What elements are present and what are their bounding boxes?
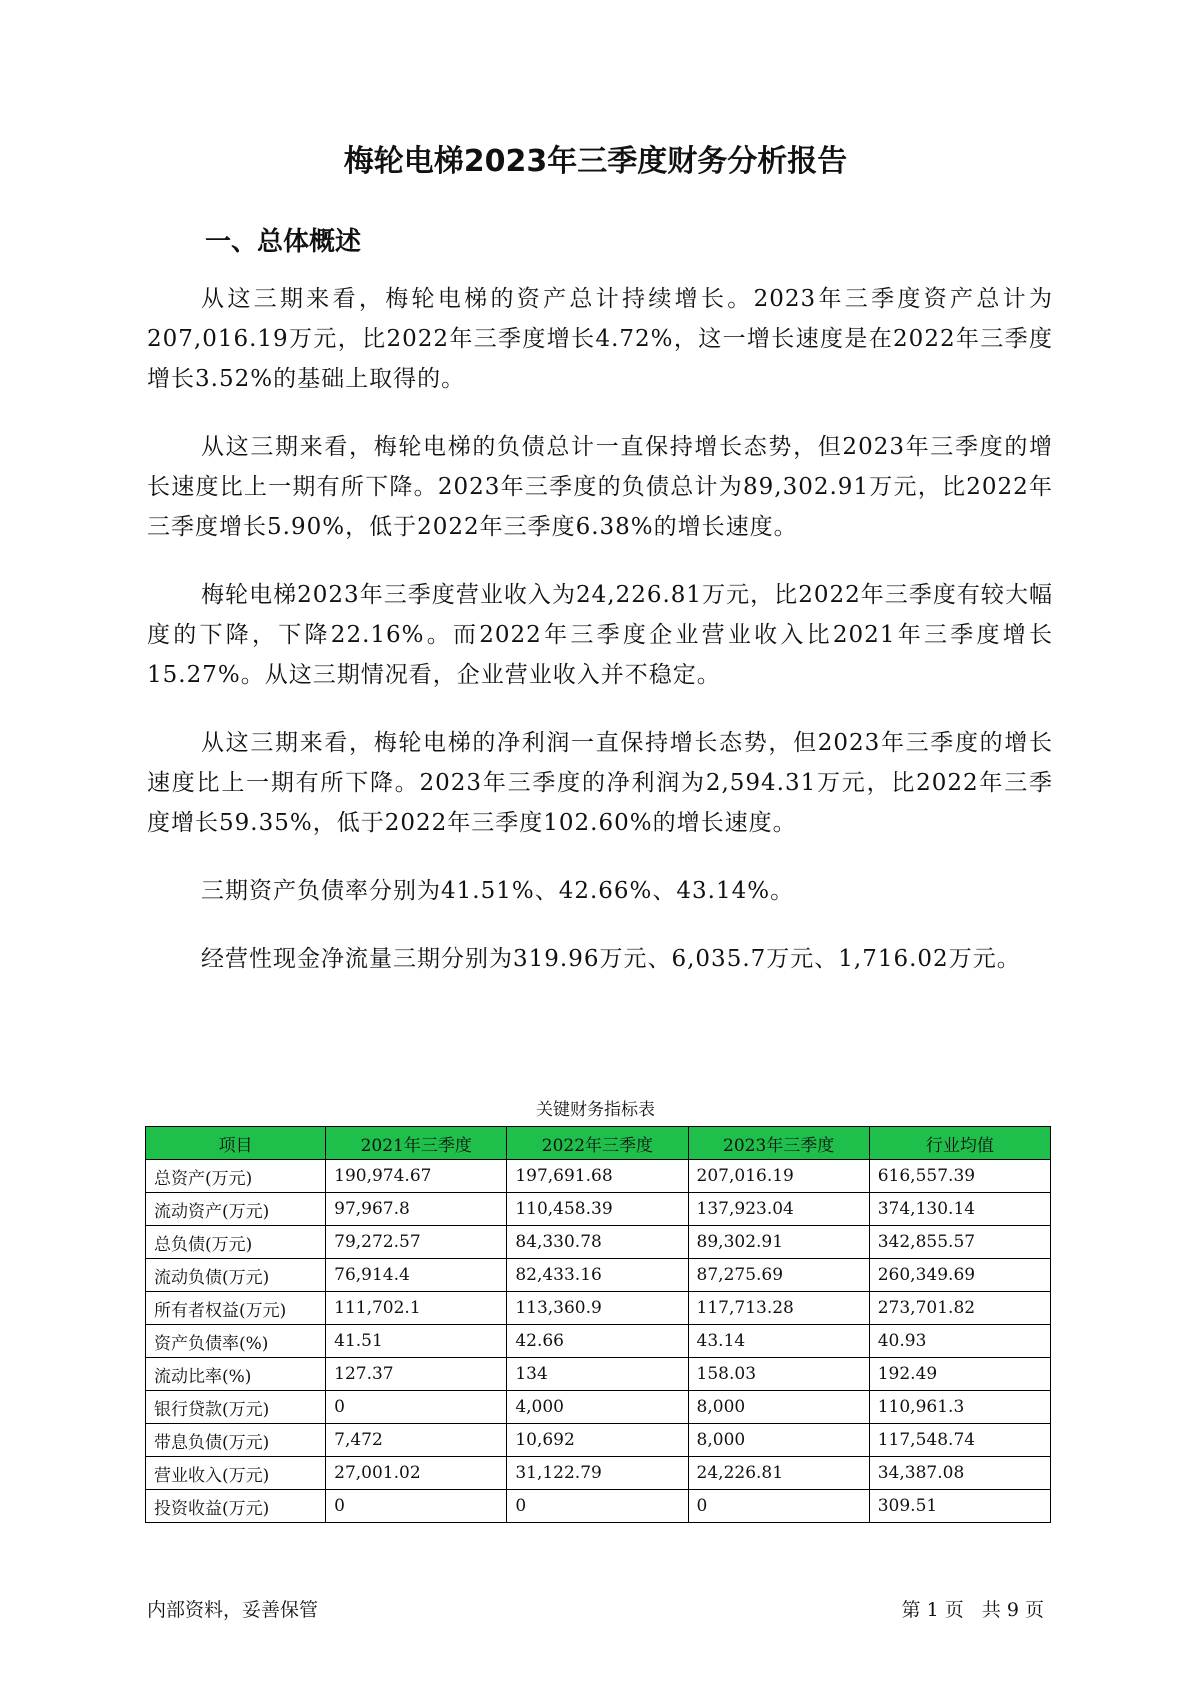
table-cell: 134 xyxy=(507,1358,688,1391)
table-cell: 110,961.3 xyxy=(869,1391,1050,1424)
table-cell: 流动资产(万元) xyxy=(146,1193,326,1226)
table-cell: 374,130.14 xyxy=(869,1193,1050,1226)
table-cell: 8,000 xyxy=(688,1391,869,1424)
table-cell: 40.93 xyxy=(869,1325,1050,1358)
table-cell: 42.66 xyxy=(507,1325,688,1358)
paragraph-liabilities: 从这三期来看，梅轮电梯的负债总计一直保持增长态势，但2023年三季度的增长速度比上一期有所下降。2023年三季度的负债总计为89,302.91万元，比2022年三季度增长5.90%，低于2022年三季度6.38%的增长速度。 xyxy=(147,434,1053,540)
table-cell: 117,713.28 xyxy=(688,1292,869,1325)
footer-page-number: 第 1 页 共 9 页 xyxy=(901,1599,1044,1621)
table-header-row xyxy=(146,1127,1051,1160)
table-cell: 34,387.08 xyxy=(869,1457,1050,1490)
table-cell: 192.49 xyxy=(869,1358,1050,1391)
table-cell: 资产负债率(%) xyxy=(146,1325,326,1358)
column-header: 项目 xyxy=(146,1127,326,1160)
column-header: 2022年三季度 xyxy=(507,1127,688,1160)
table-cell: 260,349.69 xyxy=(869,1259,1050,1292)
page-title: 梅轮电梯2023年三季度财务分析报告 xyxy=(343,144,848,179)
table-cell: 0 xyxy=(688,1490,869,1523)
table-cell: 89,302.91 xyxy=(688,1226,869,1259)
table-cell: 24,226.81 xyxy=(688,1457,869,1490)
table-cell: 197,691.68 xyxy=(507,1160,688,1193)
table-cell: 总负债(万元) xyxy=(146,1226,326,1259)
table-row xyxy=(146,1424,1051,1457)
table-row xyxy=(146,1193,1051,1226)
table-cell: 41.51 xyxy=(326,1325,507,1358)
table-cell: 10,692 xyxy=(507,1424,688,1457)
column-header: 行业均值 xyxy=(869,1127,1050,1160)
table-cell: 带息负债(万元) xyxy=(146,1424,326,1457)
table-cell: 投资收益(万元) xyxy=(146,1490,326,1523)
table-row xyxy=(146,1292,1051,1325)
table-row xyxy=(146,1457,1051,1490)
table-cell: 342,855.57 xyxy=(869,1226,1050,1259)
table-cell: 309.51 xyxy=(869,1490,1050,1523)
table-caption: 关键财务指标表 xyxy=(536,1100,655,1120)
table-cell: 流动负债(万元) xyxy=(146,1259,326,1292)
table-cell: 总资产(万元) xyxy=(146,1160,326,1193)
table-cell: 113,360.9 xyxy=(507,1292,688,1325)
table-cell: 87,275.69 xyxy=(688,1259,869,1292)
table-cell: 0 xyxy=(326,1490,507,1523)
table-row xyxy=(146,1490,1051,1523)
paragraph-assets: 从这三期来看，梅轮电梯的资产总计持续增长。2023年三季度资产总计为207,016.19万元，比2022年三季度增长4.72%，这一增长速度是在2022年三季度增长3.52%的基础上取得的。 xyxy=(147,286,1053,392)
table-cell: 7,472 xyxy=(326,1424,507,1457)
column-header: 2021年三季度 xyxy=(326,1127,507,1160)
table-cell: 43.14 xyxy=(688,1325,869,1358)
table-cell: 111,702.1 xyxy=(326,1292,507,1325)
paragraph-debt-ratio: 三期资产负债率分别为41.51%、42.66%、43.14%。 xyxy=(201,878,795,904)
table-cell: 31,122.79 xyxy=(507,1457,688,1490)
table-cell: 207,016.19 xyxy=(688,1160,869,1193)
table-row xyxy=(146,1325,1051,1358)
table-cell: 137,923.04 xyxy=(688,1193,869,1226)
table-cell: 27,001.02 xyxy=(326,1457,507,1490)
column-header: 2023年三季度 xyxy=(688,1127,869,1160)
table-cell: 所有者权益(万元) xyxy=(146,1292,326,1325)
table-cell: 158.03 xyxy=(688,1358,869,1391)
table-cell: 4,000 xyxy=(507,1391,688,1424)
table-cell: 流动比率(%) xyxy=(146,1358,326,1391)
table-cell: 0 xyxy=(507,1490,688,1523)
table-cell: 273,701.82 xyxy=(869,1292,1050,1325)
table-cell: 营业收入(万元) xyxy=(146,1457,326,1490)
table-cell: 117,548.74 xyxy=(869,1424,1050,1457)
key-financial-indicators-table xyxy=(145,1126,1051,1523)
table-cell: 76,914.4 xyxy=(326,1259,507,1292)
table-row xyxy=(146,1226,1051,1259)
table-cell: 0 xyxy=(326,1391,507,1424)
table-cell: 110,458.39 xyxy=(507,1193,688,1226)
paragraph-cash-flow: 经营性现金净流量三期分别为319.96万元、6,035.7万元、1,716.02万元。 xyxy=(201,946,1021,972)
paragraph-revenue: 梅轮电梯2023年三季度营业收入为24,226.81万元，比2022年三季度有较大幅度的下降，下降22.16%。而2022年三季度企业营业收入比2021年三季度增长15.27%。从这三期情况看，企业营业收入并不稳定。 xyxy=(147,582,1053,688)
table-cell: 127.37 xyxy=(326,1358,507,1391)
table-row xyxy=(146,1160,1051,1193)
table-row xyxy=(146,1391,1051,1424)
table-cell: 616,557.39 xyxy=(869,1160,1050,1193)
footer-confidential-note: 内部资料，妥善保管 xyxy=(147,1599,319,1621)
table-cell: 8,000 xyxy=(688,1424,869,1457)
section-heading-overview: 一、总体概述 xyxy=(205,227,362,257)
table-cell: 79,272.57 xyxy=(326,1226,507,1259)
table-cell: 97,967.8 xyxy=(326,1193,507,1226)
table-cell: 190,974.67 xyxy=(326,1160,507,1193)
body-text xyxy=(147,279,1053,1007)
paragraph-net-profit: 从这三期来看，梅轮电梯的净利润一直保持增长态势，但2023年三季度的增长速度比上一期有所下降。2023年三季度的净利润为2,594.31万元，比2022年三季度增长59.35%，低于2022年三季度102.60%的增长速度。 xyxy=(147,730,1053,836)
table-row xyxy=(146,1259,1051,1292)
table-row xyxy=(146,1358,1051,1391)
table-cell: 82,433.16 xyxy=(507,1259,688,1292)
table-cell: 84,330.78 xyxy=(507,1226,688,1259)
table-cell: 银行贷款(万元) xyxy=(146,1391,326,1424)
